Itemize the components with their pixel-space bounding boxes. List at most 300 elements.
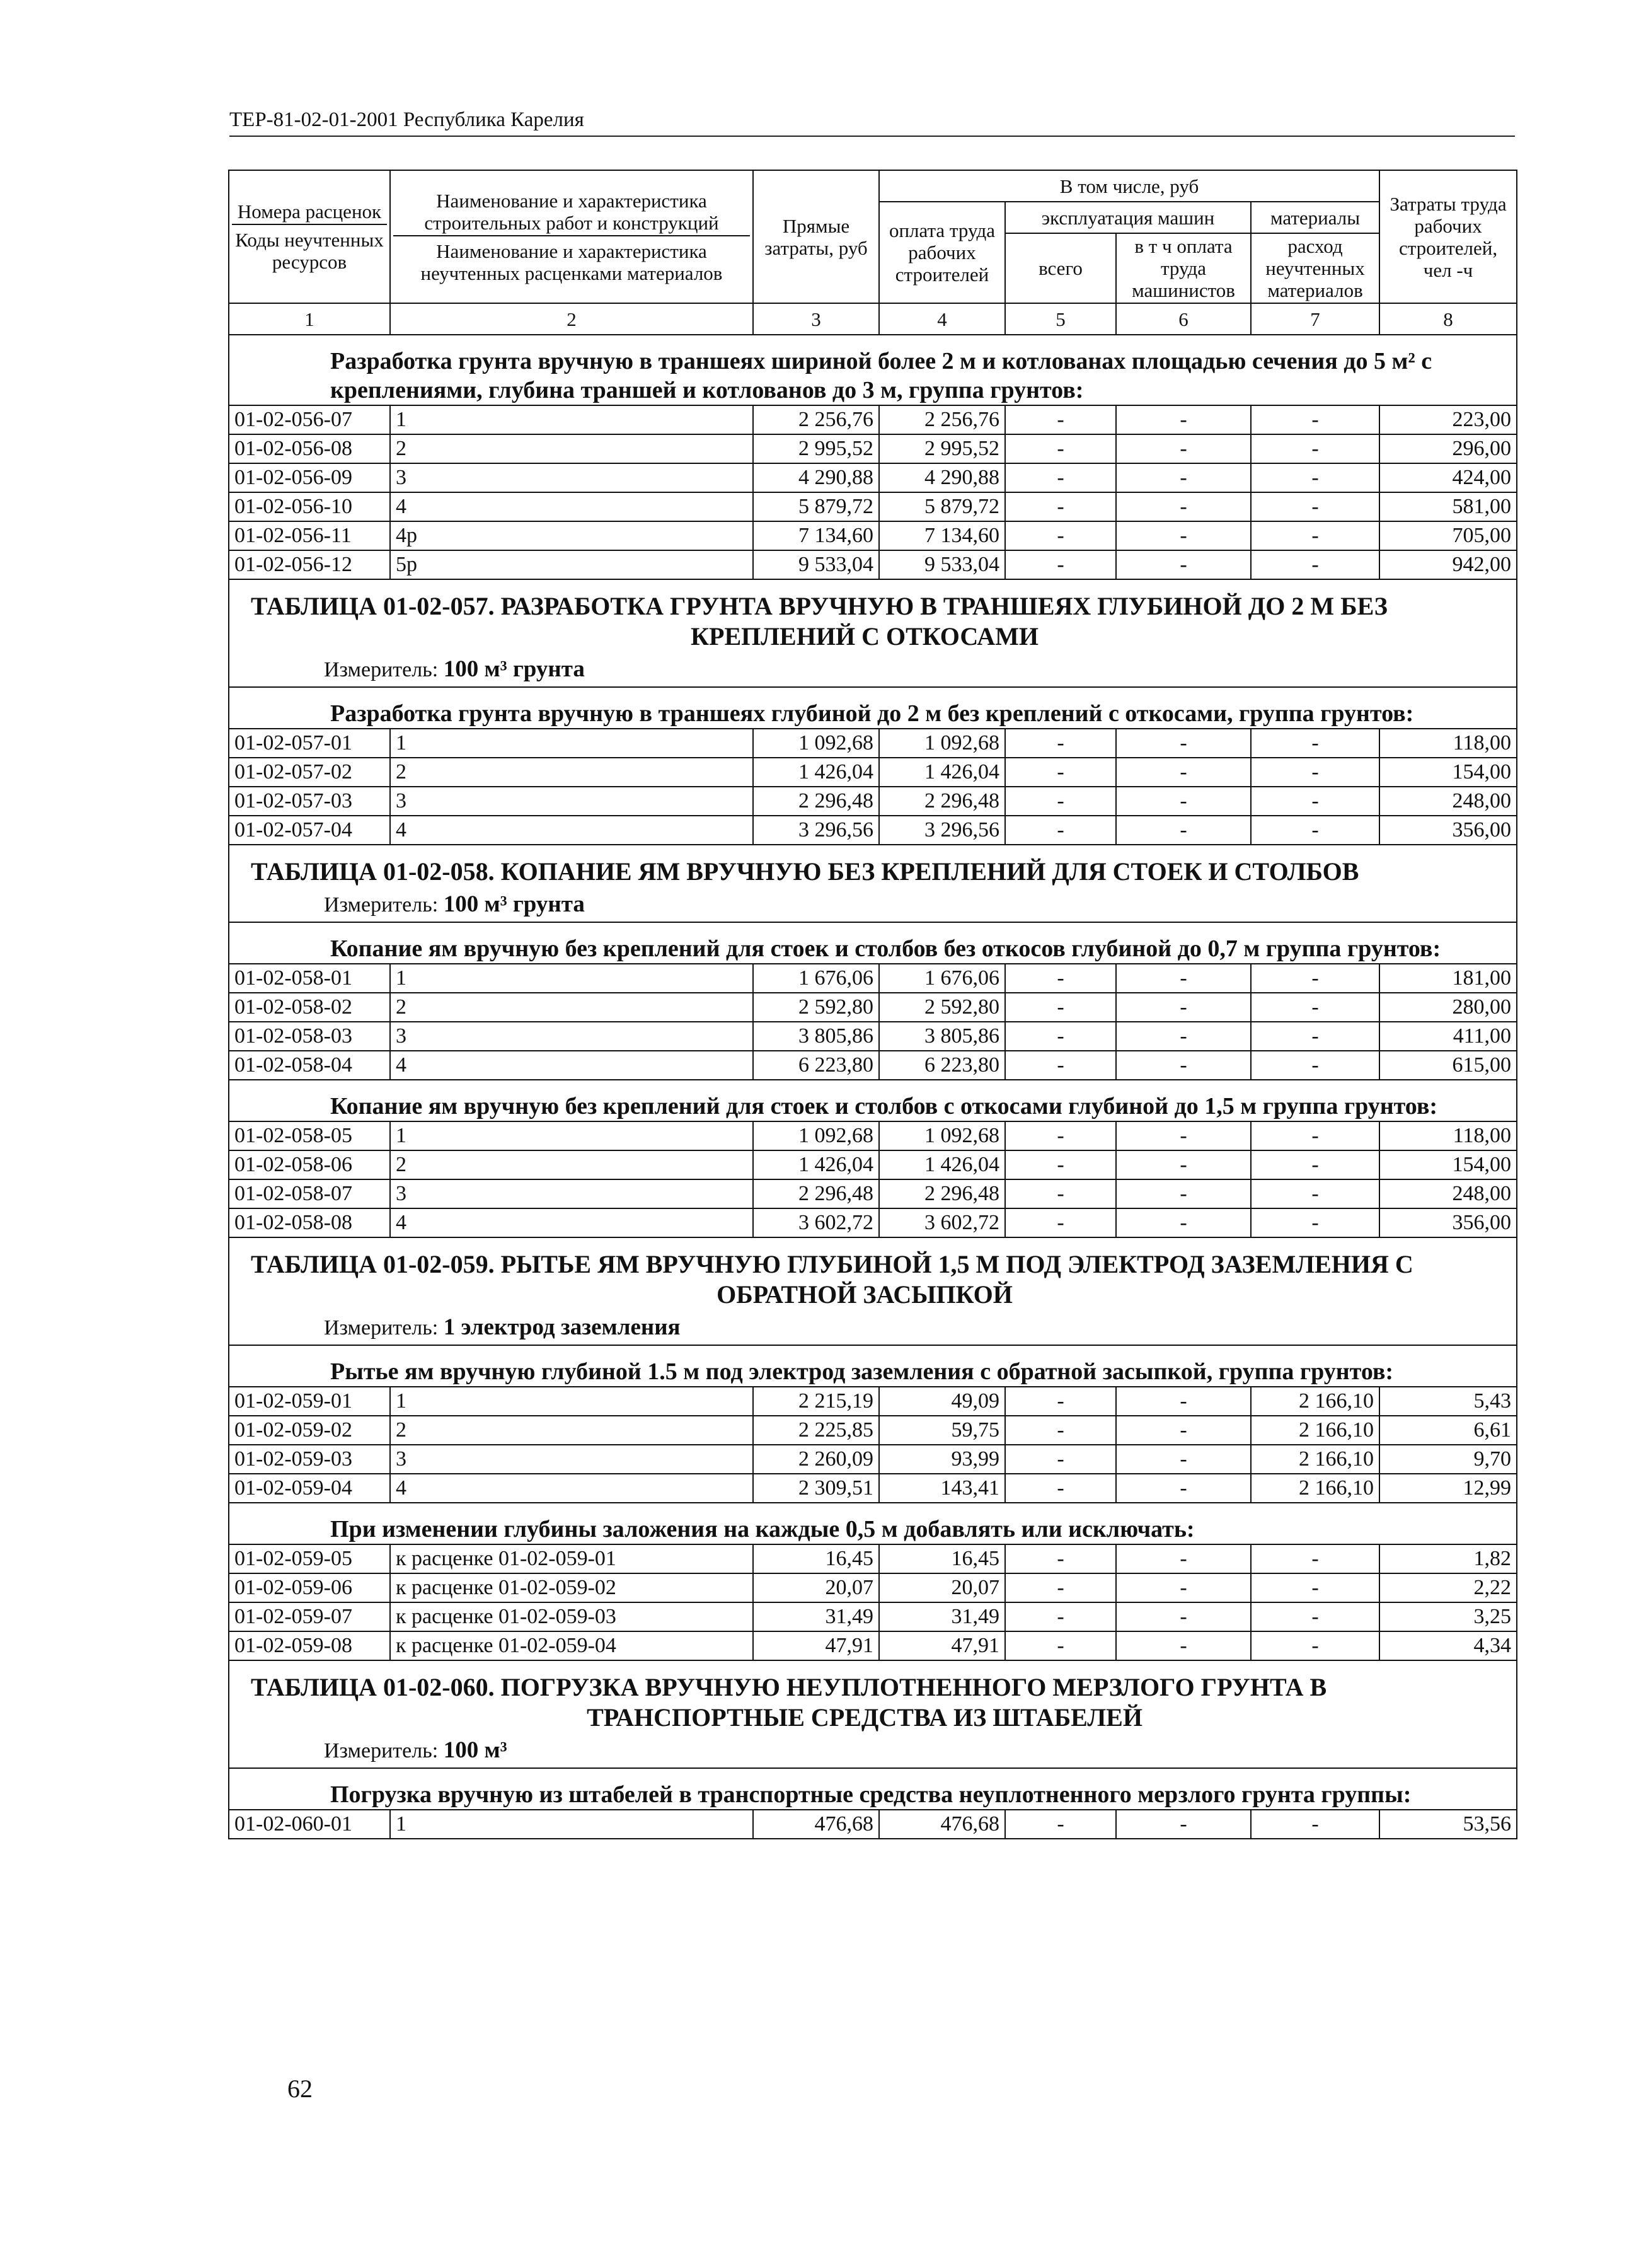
labor-hours-cell: 5,43 [1379,1387,1517,1416]
col-header-machines: эксплуатация машин [1005,202,1251,233]
operator-pay-cell: - [1116,1474,1251,1503]
subsection-caption: Разработка грунта вручную в траншеях шириной более 2 м и котлованах площадью сечения до 5 м² с креплениями, глубина траншей и котлованов до 3 м, группа грунтов: [229,335,1517,405]
machines-total-cell: - [1005,1544,1116,1573]
operator-pay-cell: - [1116,1387,1251,1416]
rate-name-cell: 1 [390,729,753,758]
materials-cell: - [1251,1544,1379,1573]
rate-name-cell: 1 [390,1810,753,1839]
table-row [229,758,1517,787]
table-row [229,816,1517,845]
operator-pay-cell: - [1116,758,1251,787]
subsection-caption-row [229,335,1517,405]
rate-name-cell: 4р [390,521,753,550]
meter-row [229,887,1517,922]
labor-hours-cell: 411,00 [1379,1022,1517,1051]
direct-costs-cell: 1 426,04 [753,1150,879,1179]
rate-code-cell: 01-02-057-04 [229,816,390,845]
rate-name-cell: 3 [390,787,753,816]
col-header-unaccounted-materials: расход неучтенных материалов [1251,233,1379,303]
operator-pay-cell: - [1116,1810,1251,1839]
table-row [229,521,1517,550]
materials-cell: 2 166,10 [1251,1416,1379,1445]
page-number: 62 [287,2074,313,2103]
rate-name-cell: 3 [390,1445,753,1474]
operator-pay-cell: - [1116,816,1251,845]
materials-cell: - [1251,1810,1379,1839]
meter-row [229,652,1517,687]
rate-code-cell: 01-02-056-11 [229,521,390,550]
labor-pay-cell: 4 290,88 [879,463,1005,492]
rate-name-cell: 5р [390,550,753,579]
table-row [229,787,1517,816]
rate-name-cell: 2 [390,758,753,787]
table-row [229,1208,1517,1237]
col-header-machines-total: всего [1005,233,1116,303]
table-title-row [229,845,1517,887]
rate-code-cell: 01-02-058-08 [229,1208,390,1237]
labor-pay-cell: 143,41 [879,1474,1005,1503]
rate-code-cell: 01-02-059-03 [229,1445,390,1474]
col-number: 1 [229,303,390,335]
table-row [229,550,1517,579]
rate-code-cell: 01-02-056-09 [229,463,390,492]
rate-name-cell: к расценке 01-02-059-04 [390,1631,753,1660]
materials-cell: - [1251,1208,1379,1237]
materials-cell: - [1251,729,1379,758]
table-title-line: ТАБЛИЦА 01-02-060. ПОГРУЗКА ВРУЧНУЮ НЕУПЛОТНЕННОГО МЕРЗЛОГО ГРУНТА В [251,1673,1327,1701]
subsection-caption: При изменении глубины заложения на каждые 0,5 м добавлять или исключать: [229,1503,1517,1544]
materials-cell: - [1251,787,1379,816]
machines-total-cell: - [1005,758,1116,787]
rate-code-cell: 01-02-056-10 [229,492,390,521]
direct-costs-cell: 2 215,19 [753,1387,879,1416]
labor-pay-cell: 1 426,04 [879,1150,1005,1179]
operator-pay-cell: - [1116,521,1251,550]
table-body [229,335,1517,1839]
labor-pay-cell: 20,07 [879,1573,1005,1602]
operator-pay-cell: - [1116,1150,1251,1179]
operator-pay-cell: - [1116,1208,1251,1237]
labor-hours-cell: 280,00 [1379,993,1517,1022]
table-title-line: ТАБЛИЦА 01-02-059. РЫТЬЕ ЯМ ВРУЧНУЮ ГЛУБИНОЙ 1,5 М ПОД ЭЛЕКТРОД ЗАЗЕМЛЕНИЯ С [251,1250,1413,1278]
direct-costs-cell: 2 225,85 [753,1416,879,1445]
labor-pay-cell: 49,09 [879,1387,1005,1416]
materials-cell: - [1251,434,1379,463]
labor-pay-cell: 1 676,06 [879,964,1005,993]
table-title-line: ОБРАТНОЙ ЗАСЫПКОЙ [717,1280,1013,1309]
labor-pay-cell: 6 223,80 [879,1051,1005,1080]
direct-costs-cell: 2 296,48 [753,787,879,816]
rate-code-cell: 01-02-058-02 [229,993,390,1022]
machines-total-cell: - [1005,1416,1116,1445]
subsection-caption-row [229,687,1517,729]
machines-total-cell: - [1005,993,1116,1022]
materials-cell: 2 166,10 [1251,1445,1379,1474]
table-row [229,1573,1517,1602]
direct-costs-cell: 476,68 [753,1810,879,1839]
labor-hours-cell: 181,00 [1379,964,1517,993]
labor-hours-cell: 296,00 [1379,434,1517,463]
labor-hours-cell: 248,00 [1379,1179,1517,1208]
meter-label: Измеритель: [324,658,439,681]
rate-name-cell: к расценке 01-02-059-02 [390,1573,753,1602]
materials-cell: 2 166,10 [1251,1387,1379,1416]
machines-total-cell: - [1005,521,1116,550]
labor-pay-cell: 93,99 [879,1445,1005,1474]
rate-code-cell: 01-02-056-12 [229,550,390,579]
rate-name-cell: 1 [390,1387,753,1416]
direct-costs-cell: 1 676,06 [753,964,879,993]
labor-pay-cell: 31,49 [879,1602,1005,1631]
labor-pay-cell: 1 426,04 [879,758,1005,787]
labor-hours-cell: 615,00 [1379,1051,1517,1080]
col-number: 6 [1116,303,1251,335]
table-row [229,1631,1517,1660]
operator-pay-cell: - [1116,1544,1251,1573]
table-row [229,1810,1517,1839]
table-header [229,170,1517,335]
rate-name-cell: 4 [390,492,753,521]
direct-costs-cell: 3 296,56 [753,816,879,845]
labor-hours-cell: 53,56 [1379,1810,1517,1839]
machines-total-cell: - [1005,1121,1116,1150]
col-header-codes: Номера расценок Коды неучтенных ресурсов [229,170,390,303]
labor-hours-cell: 12,99 [1379,1474,1517,1503]
table-title-line: КРЕПЛЕНИЙ С ОТКОСАМИ [691,622,1039,651]
subsection-caption: Разработка грунта вручную в траншеях глубиной до 2 м без креплений с откосами, группа грунтов: [229,687,1517,729]
rate-code-cell: 01-02-057-01 [229,729,390,758]
materials-cell: - [1251,1573,1379,1602]
rate-name-cell: к расценке 01-02-059-01 [390,1544,753,1573]
meter-label: Измеритель: [324,1739,439,1762]
rate-name-cell: 3 [390,463,753,492]
labor-hours-cell: 223,00 [1379,405,1517,434]
machines-total-cell: - [1005,463,1116,492]
rate-code-cell: 01-02-058-06 [229,1150,390,1179]
materials-cell: - [1251,1051,1379,1080]
materials-cell: - [1251,550,1379,579]
labor-hours-cell: 424,00 [1379,463,1517,492]
subsection-caption: Копание ям вручную без креплений для стоек и столбов с откосами глубиной до 1,5 м группа грунтов: [229,1080,1517,1121]
labor-pay-cell: 7 134,60 [879,521,1005,550]
subsection-caption: Копание ям вручную без креплений для стоек и столбов без откосов глубиной до 0,7 м группа грунтов: [229,922,1517,964]
table-title-line: ТАБЛИЦА 01-02-057. РАЗРАБОТКА ГРУНТА ВРУЧНУЮ В ТРАНШЕЯХ ГЛУБИНОЙ ДО 2 М БЕЗ [251,592,1388,620]
materials-cell: - [1251,1022,1379,1051]
subsection-caption: Погрузка вручную из штабелей в транспортные средства неуплотненного мерзлого грунта группы: [229,1768,1517,1810]
labor-hours-cell: 3,25 [1379,1602,1517,1631]
labor-hours-cell: 154,00 [1379,1150,1517,1179]
table-row [229,1150,1517,1179]
machines-total-cell: - [1005,964,1116,993]
meter-label: Измеритель: [324,893,439,917]
rate-code-cell: 01-02-059-01 [229,1387,390,1416]
labor-pay-cell: 3 805,86 [879,1022,1005,1051]
rate-name-cell: к расценке 01-02-059-03 [390,1602,753,1631]
table-row [229,1602,1517,1631]
machines-total-cell: - [1005,1022,1116,1051]
labor-hours-cell: 248,00 [1379,787,1517,816]
materials-cell: - [1251,758,1379,787]
meter-row [229,1310,1517,1345]
rate-name-cell: 4 [390,1051,753,1080]
rate-code-cell: 01-02-056-07 [229,405,390,434]
meter [229,652,1517,687]
operator-pay-cell: - [1116,1416,1251,1445]
direct-costs-cell: 1 092,68 [753,729,879,758]
operator-pay-cell: - [1116,1179,1251,1208]
machines-total-cell: - [1005,1810,1116,1839]
direct-costs-cell: 9 533,04 [753,550,879,579]
table-row [229,463,1517,492]
table-row [229,1387,1517,1416]
table-row [229,1416,1517,1445]
materials-cell: - [1251,993,1379,1022]
rate-code-cell: 01-02-058-05 [229,1121,390,1150]
rates-table-wrapper [228,170,1516,1839]
rate-name-cell: 1 [390,1121,753,1150]
labor-hours-cell: 705,00 [1379,521,1517,550]
col-header-group: В том числе, руб [879,170,1379,202]
rate-name-cell: 4 [390,816,753,845]
operator-pay-cell: - [1116,1602,1251,1631]
col-header-operator-pay: в т ч оплата труда машинистов [1116,233,1251,303]
operator-pay-cell: - [1116,1445,1251,1474]
operator-pay-cell: - [1116,550,1251,579]
rate-code-cell: 01-02-059-04 [229,1474,390,1503]
meter-value: 100 м³ [443,1737,507,1763]
direct-costs-cell: 2 260,09 [753,1445,879,1474]
direct-costs-cell: 47,91 [753,1631,879,1660]
labor-hours-cell: 154,00 [1379,758,1517,787]
operator-pay-cell: - [1116,434,1251,463]
rate-code-cell: 01-02-060-01 [229,1810,390,1839]
table-title-row [229,1660,1517,1733]
operator-pay-cell: - [1116,463,1251,492]
rate-code-cell: 01-02-059-02 [229,1416,390,1445]
col-header-name: Наименование и характеристика строительных работ и конструкций Наименование и характеристика неучтенных расценками материалов [390,170,753,303]
direct-costs-cell: 5 879,72 [753,492,879,521]
machines-total-cell: - [1005,1179,1116,1208]
labor-hours-cell: 6,61 [1379,1416,1517,1445]
labor-hours-cell: 118,00 [1379,1121,1517,1150]
machines-total-cell: - [1005,492,1116,521]
table-title [229,845,1517,887]
materials-cell: - [1251,1150,1379,1179]
direct-costs-cell: 2 296,48 [753,1179,879,1208]
operator-pay-cell: - [1116,787,1251,816]
col-number: 2 [390,303,753,335]
operator-pay-cell: - [1116,1573,1251,1602]
meter [229,1310,1517,1345]
table-row [229,1022,1517,1051]
col-header-materials: материалы [1251,202,1379,233]
table-row [229,405,1517,434]
labor-hours-cell: 581,00 [1379,492,1517,521]
rate-name-cell: 2 [390,434,753,463]
table-row [229,1544,1517,1573]
labor-pay-cell: 2 296,48 [879,787,1005,816]
rates-table [228,170,1517,1839]
machines-total-cell: - [1005,550,1116,579]
table-row [229,1051,1517,1080]
labor-hours-cell: 9,70 [1379,1445,1517,1474]
table-title [229,1660,1517,1733]
labor-hours-cell: 2,22 [1379,1573,1517,1602]
table-row [229,1121,1517,1150]
table-title [229,1237,1517,1310]
labor-hours-cell: 356,00 [1379,816,1517,845]
table-title [229,579,1517,652]
meter-value: 100 м³ грунта [443,656,585,682]
labor-pay-cell: 9 533,04 [879,550,1005,579]
machines-total-cell: - [1005,816,1116,845]
direct-costs-cell: 2 592,80 [753,993,879,1022]
subsection-caption: Рытье ям вручную глубиной 1.5 м под электрод заземления с обратной засыпкой, группа грунтов: [229,1345,1517,1387]
materials-cell: - [1251,1179,1379,1208]
machines-total-cell: - [1005,1208,1116,1237]
machines-total-cell: - [1005,434,1116,463]
labor-pay-cell: 2 296,48 [879,1179,1005,1208]
rate-code-cell: 01-02-059-08 [229,1631,390,1660]
rate-name-cell: 2 [390,1416,753,1445]
direct-costs-cell: 2 256,76 [753,405,879,434]
table-row [229,1474,1517,1503]
labor-pay-cell: 1 092,68 [879,1121,1005,1150]
materials-cell: - [1251,1602,1379,1631]
rate-code-cell: 01-02-058-03 [229,1022,390,1051]
materials-cell: - [1251,964,1379,993]
labor-pay-cell: 3 602,72 [879,1208,1005,1237]
labor-pay-cell: 1 092,68 [879,729,1005,758]
table-row [229,729,1517,758]
machines-total-cell: - [1005,787,1116,816]
labor-pay-cell: 476,68 [879,1810,1005,1839]
materials-cell: - [1251,1631,1379,1660]
subsection-caption-row [229,1503,1517,1544]
rate-name-cell: 3 [390,1022,753,1051]
col-number: 7 [1251,303,1379,335]
col-header-direct-costs: Прямые затраты, руб [753,170,879,303]
materials-cell: - [1251,816,1379,845]
labor-pay-cell: 2 995,52 [879,434,1005,463]
materials-cell: - [1251,1121,1379,1150]
meter [229,1733,1517,1768]
meter-value: 1 электрод заземления [443,1314,681,1340]
direct-costs-cell: 4 290,88 [753,463,879,492]
direct-costs-cell: 6 223,80 [753,1051,879,1080]
col-number: 3 [753,303,879,335]
rate-code-cell: 01-02-057-02 [229,758,390,787]
col-number: 8 [1379,303,1517,335]
col-header-labor-pay: оплата труда рабочих строителей [879,202,1005,303]
running-header: ТЕР-81-02-01-2001 Республика Карелия [229,108,1515,137]
machines-total-cell: - [1005,729,1116,758]
rate-name-cell: 1 [390,964,753,993]
meter-row [229,1733,1517,1768]
col-number: 4 [879,303,1005,335]
labor-hours-cell: 4,34 [1379,1631,1517,1660]
direct-costs-cell: 3 805,86 [753,1022,879,1051]
rate-code-cell: 01-02-057-03 [229,787,390,816]
labor-hours-cell: 356,00 [1379,1208,1517,1237]
col-number: 5 [1005,303,1116,335]
direct-costs-cell: 7 134,60 [753,521,879,550]
table-title-row [229,579,1517,652]
col-header-labor-hours: Затраты труда рабочих строителей, чел -ч [1379,170,1517,303]
meter [229,887,1517,922]
table-row [229,492,1517,521]
rate-code-cell: 01-02-059-05 [229,1544,390,1573]
operator-pay-cell: - [1116,405,1251,434]
rate-name-cell: 4 [390,1474,753,1503]
direct-costs-cell: 1 092,68 [753,1121,879,1150]
operator-pay-cell: - [1116,1022,1251,1051]
operator-pay-cell: - [1116,993,1251,1022]
machines-total-cell: - [1005,1445,1116,1474]
labor-pay-cell: 5 879,72 [879,492,1005,521]
subsection-caption-row [229,1345,1517,1387]
subsection-caption-row [229,1080,1517,1121]
meter-value: 100 м³ грунта [443,891,585,917]
rate-code-cell: 01-02-059-06 [229,1573,390,1602]
direct-costs-cell: 3 602,72 [753,1208,879,1237]
labor-pay-cell: 2 592,80 [879,993,1005,1022]
rate-name-cell: 2 [390,993,753,1022]
machines-total-cell: - [1005,1631,1116,1660]
rate-code-cell: 01-02-056-08 [229,434,390,463]
table-row [229,1445,1517,1474]
machines-total-cell: - [1005,1573,1116,1602]
rate-name-cell: 4 [390,1208,753,1237]
meter-label: Измеритель: [324,1316,439,1339]
machines-total-cell: - [1005,405,1116,434]
table-title-line: ТАБЛИЦА 01-02-058. КОПАНИЕ ЯМ ВРУЧНУЮ БЕЗ КРЕПЛЕНИЙ ДЛЯ СТОЕК И СТОЛБОВ [251,857,1359,886]
materials-cell: - [1251,492,1379,521]
operator-pay-cell: - [1116,492,1251,521]
rate-name-cell: 2 [390,1150,753,1179]
table-title-line: ТРАНСПОРТНЫЕ СРЕДСТВА ИЗ ШТАБЕЛЕЙ [587,1703,1142,1732]
rate-code-cell: 01-02-058-04 [229,1051,390,1080]
operator-pay-cell: - [1116,1051,1251,1080]
direct-costs-cell: 16,45 [753,1544,879,1573]
labor-pay-cell: 2 256,76 [879,405,1005,434]
direct-costs-cell: 2 995,52 [753,434,879,463]
labor-hours-cell: 942,00 [1379,550,1517,579]
rate-name-cell: 1 [390,405,753,434]
materials-cell: - [1251,521,1379,550]
table-row [229,964,1517,993]
machines-total-cell: - [1005,1051,1116,1080]
rate-code-cell: 01-02-058-01 [229,964,390,993]
direct-costs-cell: 31,49 [753,1602,879,1631]
table-row [229,1179,1517,1208]
labor-pay-cell: 3 296,56 [879,816,1005,845]
table-row [229,993,1517,1022]
operator-pay-cell: - [1116,1121,1251,1150]
direct-costs-cell: 20,07 [753,1573,879,1602]
subsection-caption-row [229,1768,1517,1810]
table-row [229,434,1517,463]
operator-pay-cell: - [1116,964,1251,993]
machines-total-cell: - [1005,1150,1116,1179]
machines-total-cell: - [1005,1474,1116,1503]
table-title-row [229,1237,1517,1310]
labor-hours-cell: 1,82 [1379,1544,1517,1573]
labor-pay-cell: 16,45 [879,1544,1005,1573]
labor-hours-cell: 118,00 [1379,729,1517,758]
materials-cell: - [1251,405,1379,434]
machines-total-cell: - [1005,1387,1116,1416]
